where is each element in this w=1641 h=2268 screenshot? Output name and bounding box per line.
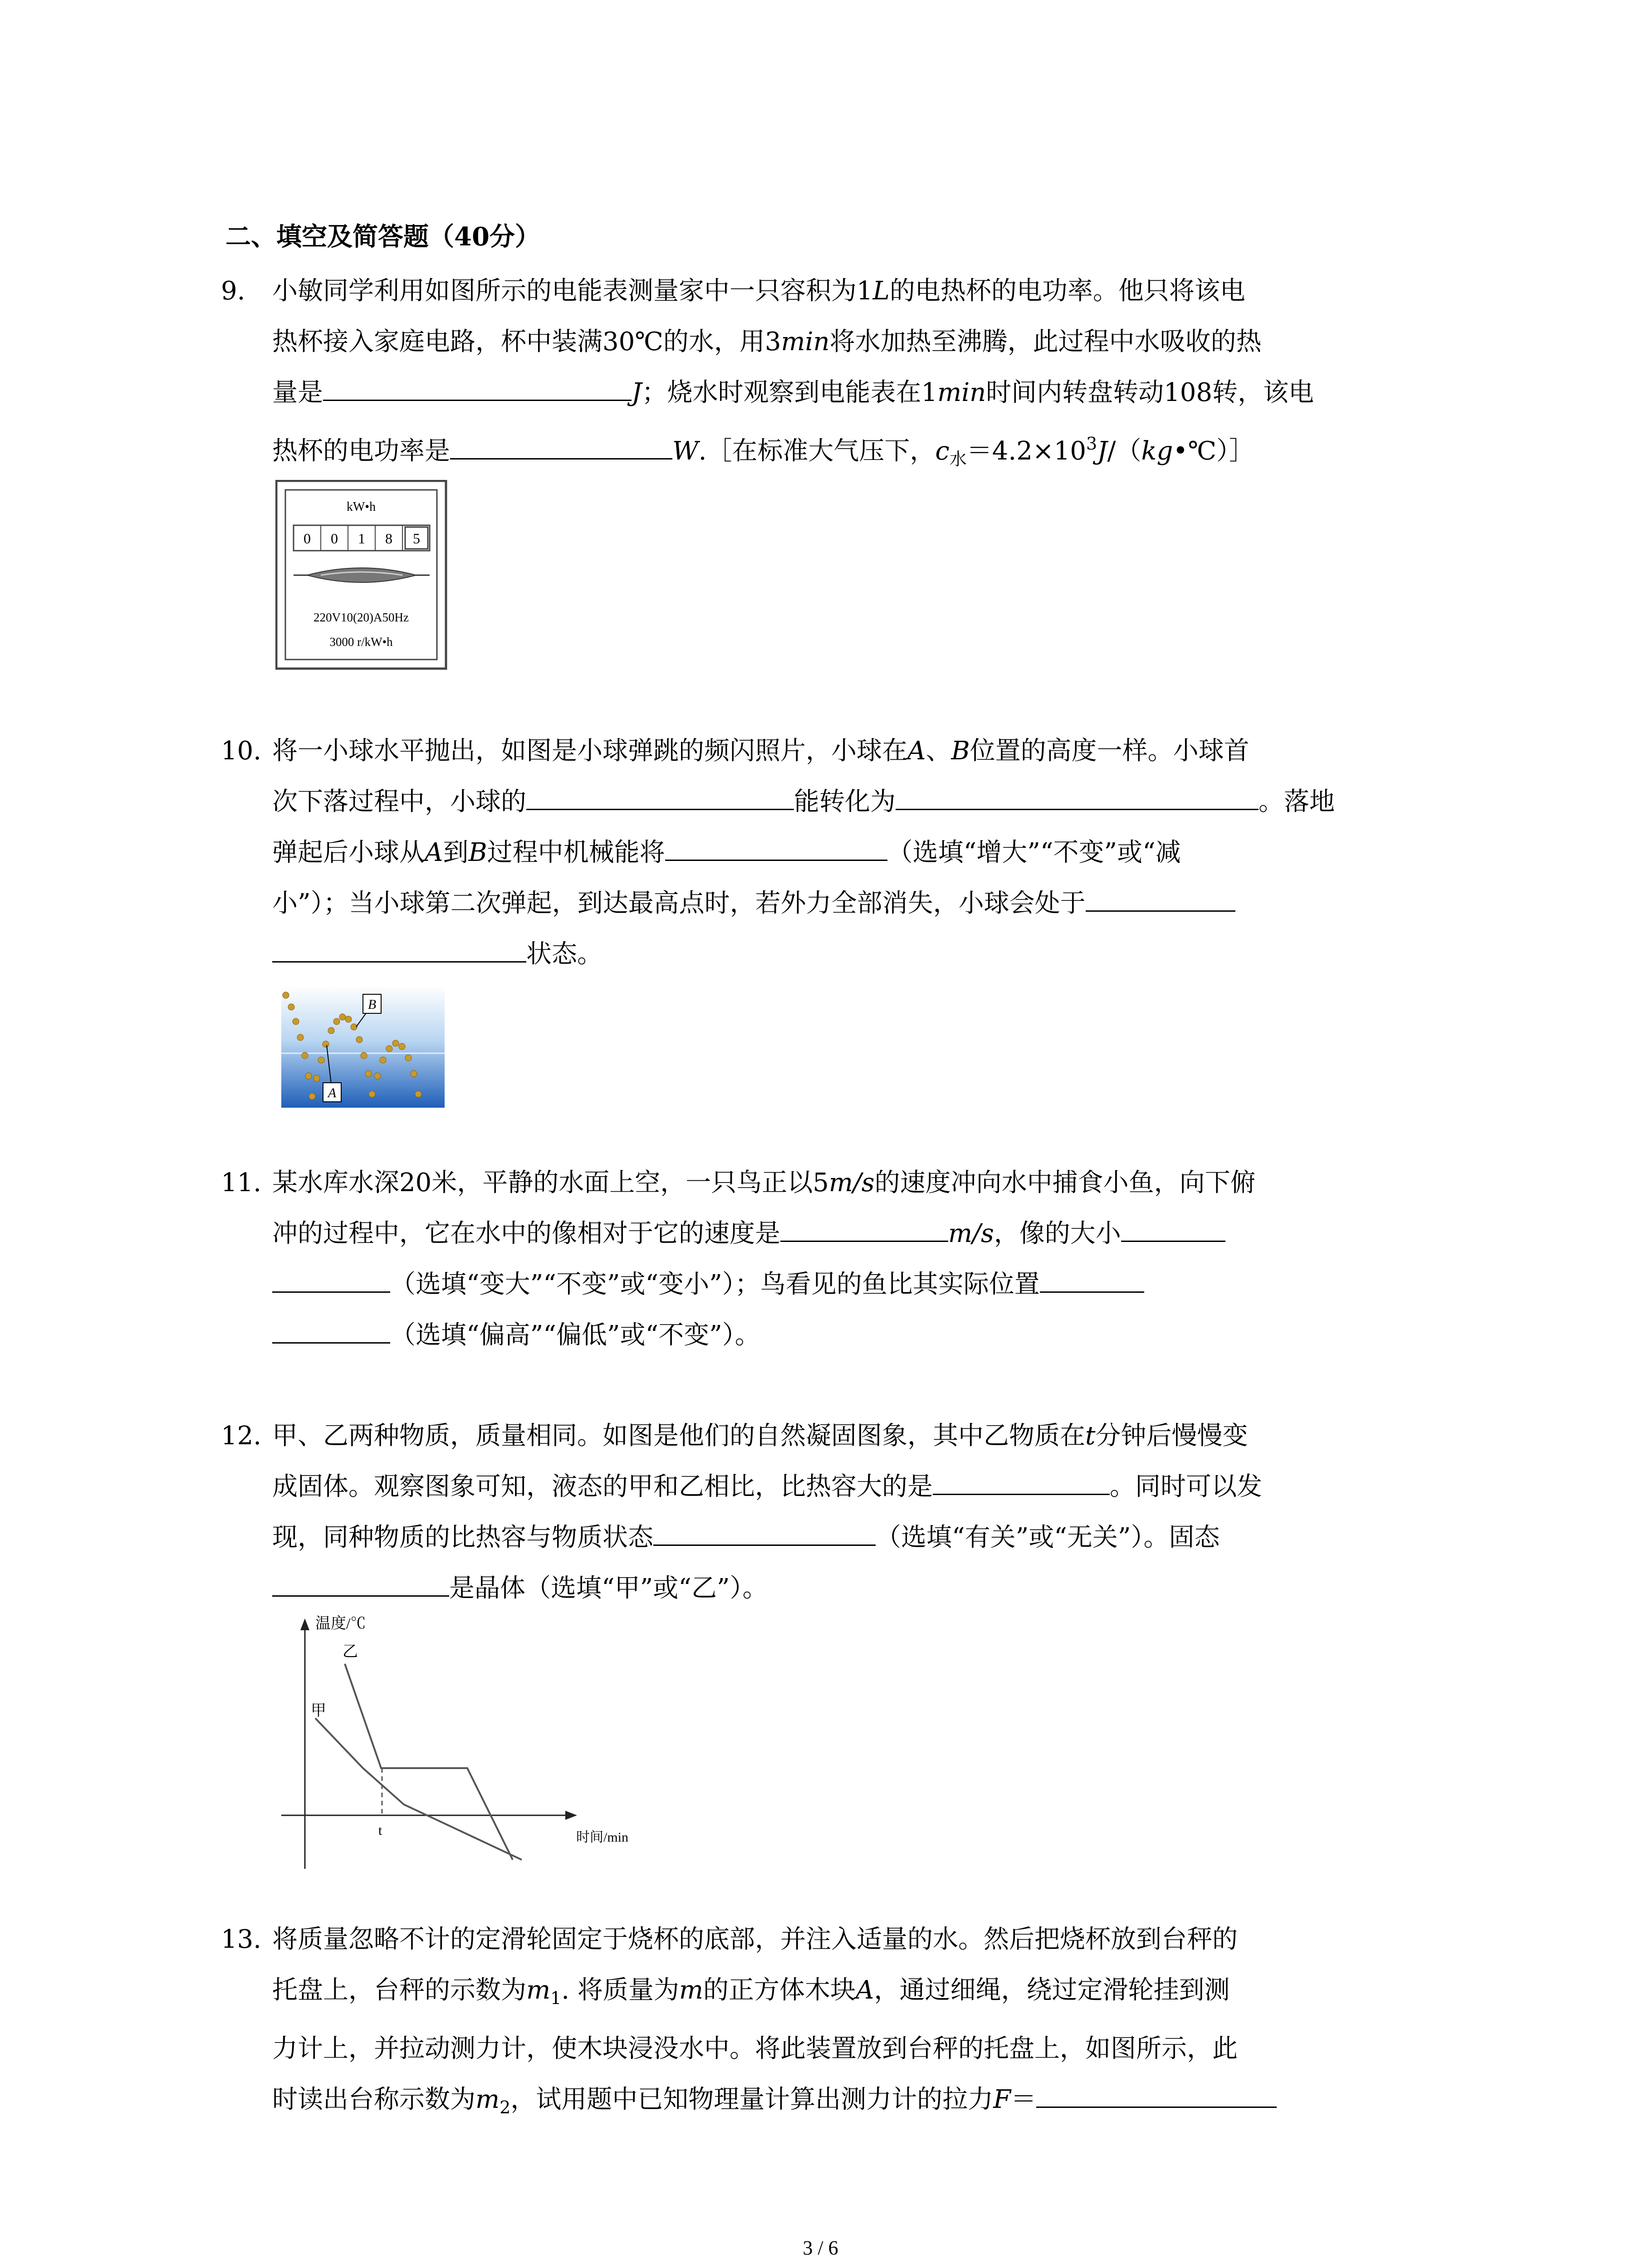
- y-axis-label: 温度/℃: [315, 1615, 366, 1632]
- text: 热杯接入家庭电路，杯中装满30℃的水，用3: [272, 327, 781, 357]
- text: 的速度冲向水中捕食小鱼，向下俯: [874, 1168, 1256, 1198]
- answer-blank[interactable]: [896, 783, 1259, 810]
- answer-blank[interactable]: [1036, 2081, 1277, 2108]
- unit: L: [872, 276, 890, 306]
- question-11: [221, 1158, 1446, 1361]
- answer-blank[interactable]: [272, 1570, 449, 1597]
- question-body: [272, 1411, 1446, 1614]
- series-label-yi: 乙: [343, 1643, 358, 1660]
- question-line: [272, 1914, 1446, 1965]
- symbol: m: [526, 1975, 551, 2005]
- question-body: [272, 1158, 1446, 1361]
- question-number: 10.: [221, 736, 262, 766]
- question-body: [272, 726, 1446, 929]
- meter-unit: kW•h: [346, 500, 376, 514]
- question-line: [272, 878, 1446, 929]
- text: 热杯的电功率是: [272, 436, 450, 466]
- answer-blank[interactable]: [450, 433, 672, 459]
- text: 时间内转盘转动108转，该电: [986, 378, 1314, 407]
- question-line: [272, 777, 1446, 827]
- question-number: 11.: [221, 1168, 262, 1198]
- question-line: [272, 2024, 1446, 2074]
- meter-digits: [294, 525, 430, 551]
- question-number: 12.: [221, 1421, 262, 1451]
- text: 冲的过程中，它在水中的像相对于它的速度是: [272, 1219, 780, 1248]
- text: 小”）；当小球第二次弹起，到达最高点时，若外力全部消失，小球会处于: [272, 889, 1086, 918]
- question-line: [272, 1512, 1446, 1563]
- unit: J: [1097, 436, 1107, 466]
- text: 成固体。观察图象可知，液态的甲和乙相比，比热容大的是: [272, 1472, 933, 1501]
- text: 状态。: [526, 939, 603, 969]
- question-line: [272, 1259, 1446, 1310]
- text: （选填“变大”“不变”或“变小”）；鸟看见的鱼比其实际位置: [390, 1270, 1040, 1299]
- meter-digit: 1: [358, 530, 365, 547]
- text: 弹起后小球从: [272, 838, 425, 867]
- section-title: 二、填空及简答题（40分）: [225, 222, 540, 252]
- label-b-text: B: [367, 997, 377, 1012]
- text: ，试用题中已知物理量计算出测力计的拉力: [510, 2085, 994, 2114]
- unit: m/s: [828, 1168, 875, 1198]
- tick-t: t: [378, 1823, 382, 1838]
- answer-blank[interactable]: [272, 1317, 390, 1344]
- text: 时读出台称示数为: [272, 2085, 475, 2114]
- question-13: [221, 1914, 1446, 2133]
- text: （选填“有关”或“无关”）。固态: [876, 1523, 1220, 1552]
- unit: W: [672, 436, 699, 466]
- text: 现，同种物质的比热容与物质状态: [272, 1523, 653, 1552]
- question-line: [272, 2074, 1446, 2133]
- text: ；烧水时观察到电能表在1: [642, 378, 938, 407]
- answer-blank[interactable]: [526, 783, 794, 810]
- question-line: [272, 1208, 1446, 1259]
- answer-blank[interactable]: [1121, 1215, 1225, 1242]
- series-label-jia: 甲: [311, 1702, 326, 1719]
- symbol: c: [935, 436, 950, 466]
- question-line: [272, 827, 1446, 878]
- text: 。落地: [1259, 787, 1335, 816]
- question-line: [272, 317, 1446, 367]
- meter-digit: 0: [331, 530, 338, 547]
- text: 、: [926, 736, 951, 766]
- text: 到: [443, 838, 469, 867]
- answer-blank[interactable]: [665, 834, 887, 861]
- unit: kg: [1141, 436, 1173, 466]
- subscript: 水: [949, 449, 967, 469]
- label-a-text: A: [328, 1085, 337, 1100]
- text: 将一小球水平抛出，如图是小球弹跳的频闪照片，小球在: [272, 736, 907, 766]
- symbol: A: [907, 736, 926, 766]
- answer-blank[interactable]: [272, 1266, 390, 1293]
- text: 甲、乙两种物质，质量相同。如图是他们的自然凝固图象，其中乙物质在: [272, 1421, 1085, 1451]
- meter-digit: 0: [304, 530, 311, 547]
- answer-blank[interactable]: [1040, 1266, 1144, 1293]
- answer-blank[interactable]: [323, 374, 632, 401]
- symbol: F: [993, 2085, 1011, 2114]
- electric-meter-figure: [275, 480, 448, 670]
- text: ＝4.2×10: [966, 436, 1087, 466]
- question-body: [272, 1914, 1446, 2133]
- answer-blank[interactable]: [272, 936, 526, 963]
- text: 分钟后慢慢变: [1095, 1421, 1248, 1451]
- answer-blank[interactable]: [780, 1215, 948, 1242]
- superscript: 3: [1086, 434, 1097, 454]
- meter-spec: 220V10(20)A50Hz: [314, 611, 409, 624]
- solidification-graph: [277, 1615, 640, 1869]
- text: 次下落过程中，小球的: [272, 787, 526, 816]
- text: /（: [1107, 436, 1141, 466]
- y-axis-arrow: [300, 1618, 309, 1630]
- text: 量是: [272, 378, 323, 407]
- unit: min: [781, 327, 830, 357]
- bouncing-ball-figure: [281, 985, 445, 1108]
- text: 位置的高度一样。小球首: [970, 736, 1249, 766]
- question-line: [272, 1310, 1446, 1361]
- text: 是晶体（选填“甲”或“乙”）。: [449, 1574, 768, 1603]
- text: 能转化为: [794, 787, 896, 816]
- unit: m/s: [948, 1219, 994, 1248]
- question-line: [272, 726, 1446, 777]
- symbol: B: [951, 736, 970, 766]
- text: .［在标准大气压下，: [698, 436, 936, 466]
- question-line: [272, 1461, 1446, 1512]
- answer-blank[interactable]: [653, 1519, 876, 1546]
- x-axis-label: 时间/min: [576, 1830, 629, 1845]
- text: 将水加热至沸腾，此过程中水吸收的热: [829, 327, 1262, 357]
- symbol: m: [679, 1975, 704, 2005]
- question-line: [272, 1965, 1446, 2024]
- text: 托盘上，台秤的示数为: [272, 1975, 526, 2005]
- text: 某水库水深20米，平静的水面上空，一只鸟正以5: [272, 1168, 829, 1198]
- text: ，像的大小: [994, 1219, 1121, 1248]
- meter-digit: 5: [413, 530, 420, 547]
- text: 。同时可以发: [1110, 1472, 1262, 1501]
- question-9: [221, 266, 1446, 484]
- page-number: 3 / 6: [803, 2237, 838, 2259]
- answer-blank[interactable]: [1086, 885, 1235, 912]
- text: 将质量忽略不计的定滑轮固定于烧杯的底部，并注入适量的水。然后把烧杯放到台秤的: [272, 1925, 1238, 1954]
- question-line: [272, 929, 1446, 980]
- text: ＝: [1011, 2085, 1037, 2114]
- text: 的电热杯的电功率。他只将该电: [889, 276, 1245, 306]
- question-number: 9.: [221, 276, 245, 306]
- unit: min: [937, 378, 986, 407]
- question-line: [272, 266, 1446, 317]
- question-line: [272, 367, 1446, 418]
- subscript: 2: [500, 2097, 511, 2117]
- meter-rate: 3000 r/kW•h: [329, 635, 393, 649]
- question-body: [272, 266, 1446, 484]
- text: （选填“偏高”“偏低”或“不变”）。: [390, 1320, 760, 1350]
- text: 的正方体木块: [703, 1975, 856, 2005]
- text: 小敏同学利用如图所示的电能表测量家中一只容积为1: [272, 276, 873, 306]
- question-number: 13.: [221, 1925, 262, 1954]
- text: •℃）］: [1173, 436, 1254, 466]
- subscript: 1: [550, 1988, 562, 2008]
- question-line: [272, 1158, 1446, 1208]
- x-axis-arrow: [565, 1811, 577, 1820]
- symbol: A: [856, 1975, 874, 2005]
- text: 过程中机械能将: [487, 838, 665, 867]
- text: . 将质量为: [561, 1975, 679, 2005]
- symbol: t: [1085, 1421, 1096, 1451]
- curve-jia: [315, 1718, 522, 1860]
- question-line: [272, 418, 1446, 484]
- text: （选填“增大”“不变”或“减: [887, 838, 1181, 867]
- question-10: [221, 726, 1446, 980]
- question-12: [221, 1411, 1446, 1614]
- text: ，通过细绳，绕过定滑轮挂到测: [874, 1975, 1230, 2005]
- unit: J: [632, 378, 642, 407]
- symbol: A: [425, 838, 443, 867]
- question-line: [272, 1563, 1446, 1614]
- meter-digit: 8: [385, 530, 392, 547]
- symbol: B: [468, 838, 487, 867]
- curve-yi: [345, 1664, 513, 1860]
- text: 力计上，并拉动测力计，使木块浸没水中。将此装置放到台秤的托盘上，如图所示，此: [272, 2034, 1238, 2063]
- answer-blank[interactable]: [933, 1468, 1110, 1495]
- question-line: [272, 1411, 1446, 1461]
- symbol: m: [475, 2085, 500, 2114]
